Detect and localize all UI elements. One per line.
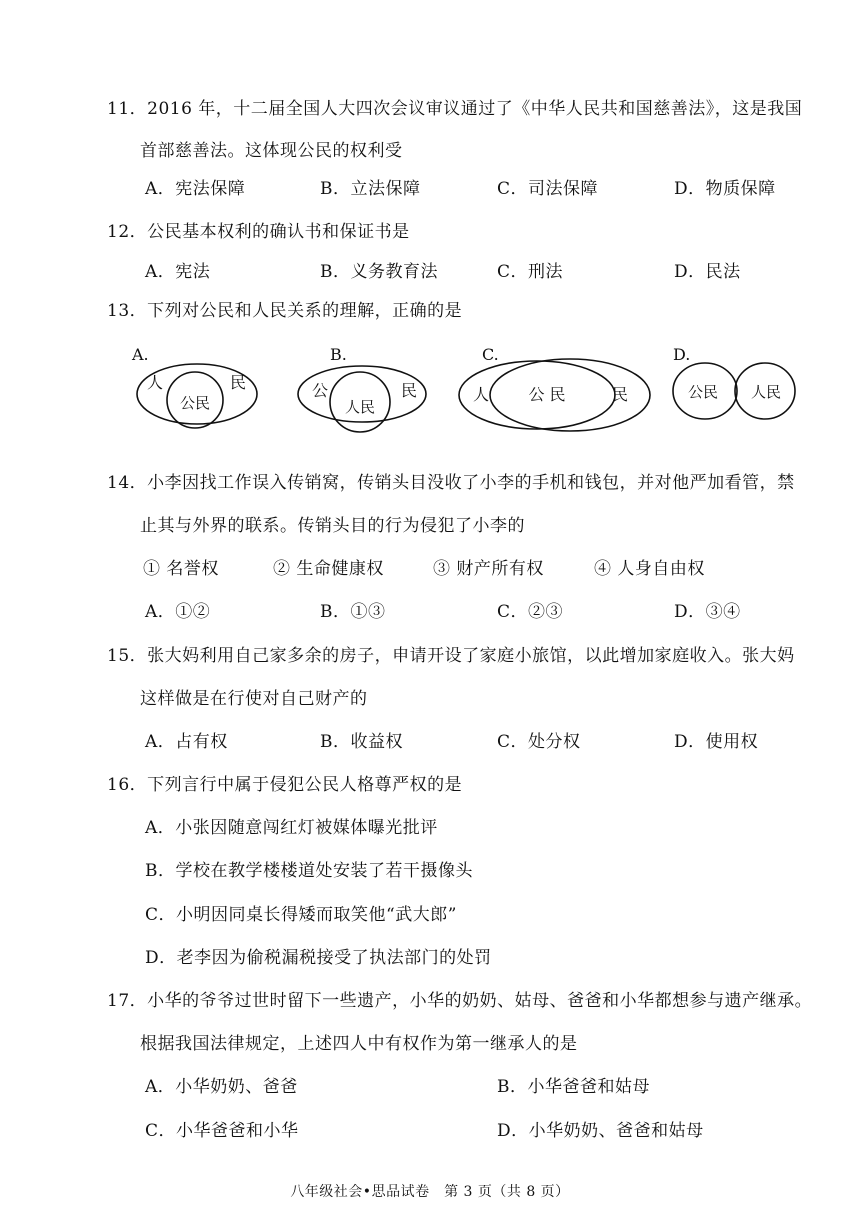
q17-stem-line1: 17．小华的爷爷过世时留下一些遗产，小华的奶奶、姑母、爸爸和小华都想参与遗产继承。 [107,991,813,1011]
q11-option-b: B．立法保障 [320,179,421,199]
q17-option-b: B．小华爸爸和姑母 [497,1077,650,1097]
q17-option-d: D．小华奶奶、爸爸和姑母 [497,1121,704,1141]
q13-diagram-a-outer-left: 人 [147,373,164,392]
q13-diagram-c-label: C. [482,345,499,364]
q13-stem-line1: 13．下列对公民和人民关系的理解，正确的是 [107,301,463,321]
q16-option-b: B．学校在教学楼楼道处安装了若干摄像头 [145,861,473,881]
q13-diagram-a-label: A. [132,345,149,364]
q15-option-b: B．收益权 [320,732,403,752]
q15-option-d: D．使用权 [674,732,759,752]
q17-option-a: A．小华奶奶、爸爸 [145,1077,298,1097]
q11-option-c: C．司法保障 [497,179,599,199]
q14-item-4: ④ 人身自由权 [594,559,705,579]
q13-diagram-d-label: D. [673,345,691,364]
q14-stem-line2: 止其与外界的联系。传销头目的行为侵犯了小李的 [140,516,525,536]
q13-diagram-b-inner-label: 人民 [344,398,376,416]
q15-option-c: C．处分权 [497,732,581,752]
q12-option-d: D．民法 [674,262,741,282]
q13-diagram-d-left-text: 公民 [687,383,719,401]
q12-option-a: A．宪法 [145,262,211,282]
q13-diagram-b-label: B. [330,345,347,364]
q13-diagrams [125,340,815,440]
q13-diagram-a-outer-right: 民 [230,373,247,392]
q17-option-c: C．小华爸爸和小华 [145,1121,299,1141]
q14-item-3: ③ 财产所有权 [433,559,544,579]
q14-item-2: ② 生命健康权 [273,559,384,579]
q11-stem-line2: 首部慈善法。这体现公民的权利受 [140,141,403,161]
q13-diagram-a-inner-label: 公民 [179,394,211,412]
q13-diagram-d [673,345,795,419]
q15-stem-line1: 15．张大妈利用自己家多余的房子，申请开设了家庭小旅馆，以此增加家庭收入。张大妈 [107,646,795,666]
q16-option-d: D．老李因为偷税漏税接受了执法部门的处罚 [145,948,492,968]
q13-diagram-c-right-text: 民 [612,385,629,404]
page-footer: 八年级社会•思品试卷 第 3 页（共 8 页） [290,1184,570,1200]
q13-diagram-a [131,345,257,428]
q16-option-c: C．小明因同桌长得矮而取笑他“武大郎” [145,905,457,925]
q13-diagram-b [298,345,426,432]
q17-stem-line2: 根据我国法律规定，上述四人中有权作为第一继承人的是 [140,1034,578,1054]
q13-diagram-b-outer-right: 民 [401,381,418,400]
q13-diagram-d-right-text: 人民 [750,383,782,401]
q11-option-d: D．物质保障 [674,179,776,199]
q11-option-a: A．宪法保障 [145,179,246,199]
q13-diagram-c-middle-text: 公 民 [528,385,566,404]
q12-option-c: C．刑法 [497,262,564,282]
q12-stem-line1: 12．公民基本权利的确认书和保证书是 [107,222,410,242]
q14-item-1: ① 名誉权 [143,559,219,579]
q14-option-a: A．①② [145,602,211,622]
q15-option-a: A．占有权 [145,732,228,752]
q14-option-d: D．③④ [674,602,741,622]
q15-stem-line2: 这样做是在行使对自己财产的 [140,689,368,709]
q12-option-b: B．义务教育法 [320,262,438,282]
q13-diagram-c-left-text: 人 [473,385,490,404]
q16-stem-line1: 16．下列言行中属于侵犯公民人格尊严权的是 [107,775,463,795]
q16-option-a: A．小张因随意闯红灯被媒体曝光批评 [145,818,438,838]
q11-stem-line1: 11．2016 年，十二届全国人大四次会议审议通过了《中华人民共和国慈善法》，这是我国 [107,99,803,119]
q13-diagram-c [459,345,650,431]
q14-option-c: C．②③ [497,602,564,622]
q14-stem-line1: 14．小李因找工作误入传销窝，传销头目没收了小李的手机和钱包，并对他严加看管，禁 [107,473,795,493]
q13-diagram-b-outer-left: 公 [312,381,329,400]
q14-option-b: B．①③ [320,602,386,622]
